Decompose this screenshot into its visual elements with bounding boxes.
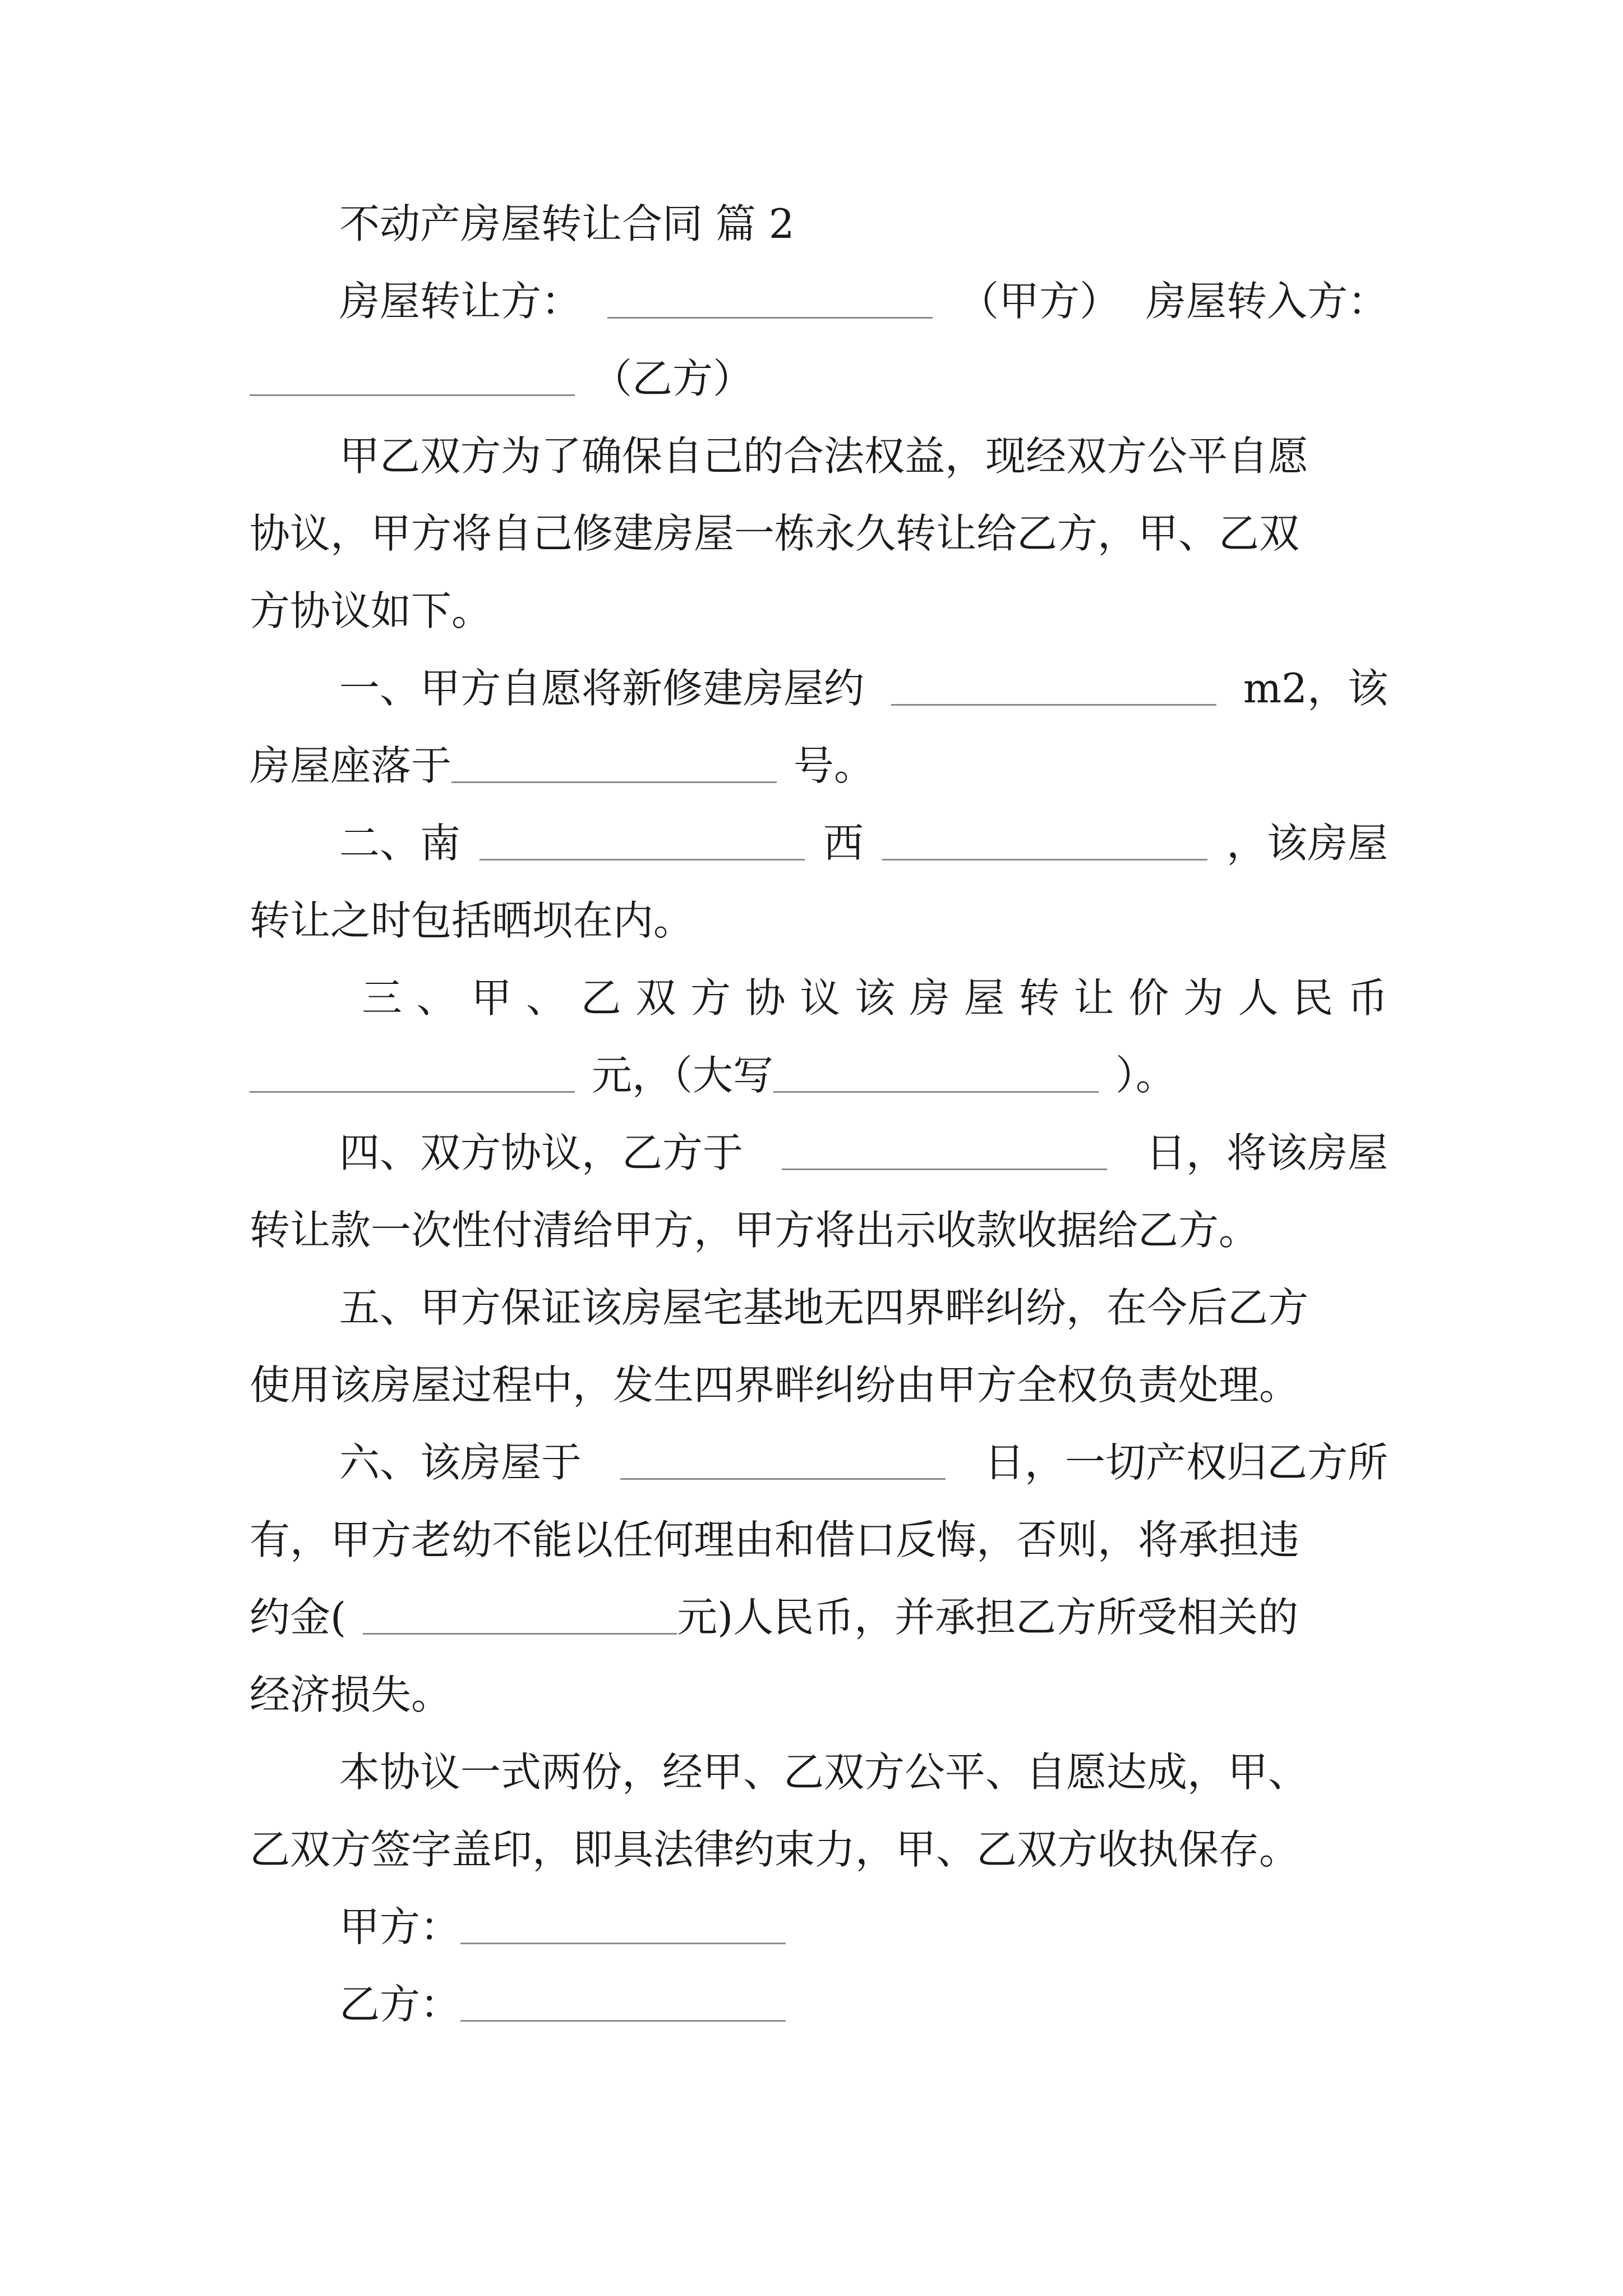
clause-6-line-3: 约金( 元)人民币，并承担乙方所受相关的: [250, 1579, 1388, 1656]
parties-line: [250, 263, 1388, 340]
clause-3-char: 让: [1073, 974, 1114, 1022]
penalty-blank[interactable]: [363, 1590, 677, 1635]
closing-line-2: 乙双方签字盖印，即具法律约束力，甲、乙双方收执保存。: [250, 1826, 1300, 1873]
transferee-blank[interactable]: [250, 351, 575, 396]
west-boundary-blank[interactable]: [882, 816, 1207, 861]
clause-3-char: 该: [854, 974, 895, 1022]
transferor-suffix: （甲方）: [958, 278, 1120, 325]
clause-3-char: 、: [525, 974, 566, 1022]
price-uppercase-blank[interactable]: [773, 1048, 1099, 1093]
clause-3-char: 屋: [964, 974, 1005, 1022]
clause-2-line-2: 转让之时包括晒坝在内。: [250, 897, 694, 944]
signature-party-b: 乙方：: [250, 1966, 1388, 2043]
transferee-line: [250, 340, 1388, 417]
clause-3-spread-text: [362, 959, 1388, 1037]
transferor-label: 房屋转让方：: [339, 278, 582, 325]
clause-3-char: 人: [1238, 974, 1279, 1022]
clause-3-char: 转: [1018, 974, 1059, 1022]
clause-4-line-2: 转让款一次性付清给甲方，甲方将出示收款收据给乙方。: [250, 1207, 1260, 1254]
clause-3-line-2: 元，（大写 ）。: [250, 1037, 1388, 1114]
clause-3-char: 议: [800, 974, 841, 1022]
payment-date-blank[interactable]: [782, 1125, 1107, 1170]
clause-3-char: 乙: [580, 974, 621, 1022]
transferee-suffix: （乙方）: [592, 355, 754, 402]
clause-1-line-2: 房屋座落于 号。: [250, 727, 1388, 804]
transferor-blank[interactable]: [607, 274, 933, 319]
transferee-label: 房屋转入方：: [1145, 278, 1388, 325]
contract-document: [250, 185, 1388, 2043]
clause-3-char: 双: [635, 974, 676, 1022]
transfer-date-blank[interactable]: [620, 1435, 946, 1480]
clause-3-char: 为: [1183, 974, 1224, 1022]
closing-line-1: 本协议一式两份，经甲、乙双方公平、自愿达成，甲、: [339, 1749, 1309, 1796]
clause-6-line-4: 经济损失。: [250, 1671, 452, 1718]
clause-3-char: 、: [416, 974, 457, 1022]
clause-1-line-1: 一、甲方自愿将新修建房屋约 m2，该: [250, 650, 1388, 727]
clause-6-line-2: 有，甲方老幼不能以任何理由和借口反悔，否则，将承担违: [250, 1516, 1300, 1563]
clause-3-line-1: [250, 959, 1388, 1037]
clause-3-char: 协: [745, 974, 786, 1022]
clause-3-char: 三: [362, 974, 403, 1022]
party-b-signature-blank[interactable]: [460, 1977, 786, 2022]
intro-line-3: 方协议如下。: [250, 587, 492, 634]
clause-3-char: 甲: [471, 974, 512, 1022]
signature-party-a: 甲方：: [250, 1888, 1388, 1966]
location-blank[interactable]: [451, 738, 777, 783]
document-title: 不动产房屋转让合同 篇 2: [339, 200, 795, 247]
party-a-signature-blank[interactable]: [460, 1899, 786, 1944]
clause-3-char: 价: [1128, 974, 1169, 1022]
clause-2-line-1: 二、南 西 ，该房屋: [250, 804, 1388, 882]
clause-5-line-2: 使用该房屋过程中，发生四界畔纠纷由甲方全权负责处理。: [250, 1361, 1300, 1409]
clause-4-line-1: 四、双方协议，乙方于 日，将该房屋: [250, 1114, 1388, 1191]
intro-line-1: 甲乙双方为了确保自己的合法权益，现经双方公平自愿: [339, 432, 1309, 480]
clause-6-line-1: 六、该房屋于 日，一切产权归乙方所: [250, 1424, 1388, 1501]
clause-3-char: 房: [909, 974, 950, 1022]
clause-3-char: 方: [690, 974, 731, 1022]
clause-5-line-1: 五、甲方保证该房屋宅基地无四界畔纠纷，在今后乙方: [339, 1284, 1309, 1331]
clause-3-char: 币: [1347, 974, 1388, 1022]
clause-3-char: 民: [1293, 974, 1334, 1022]
price-blank[interactable]: [250, 1048, 575, 1093]
south-boundary-blank[interactable]: [479, 816, 805, 861]
area-blank[interactable]: [891, 661, 1216, 706]
intro-line-2: 协议，甲方将自己修建房屋一栋永久转让给乙方，甲、乙双: [250, 510, 1300, 557]
